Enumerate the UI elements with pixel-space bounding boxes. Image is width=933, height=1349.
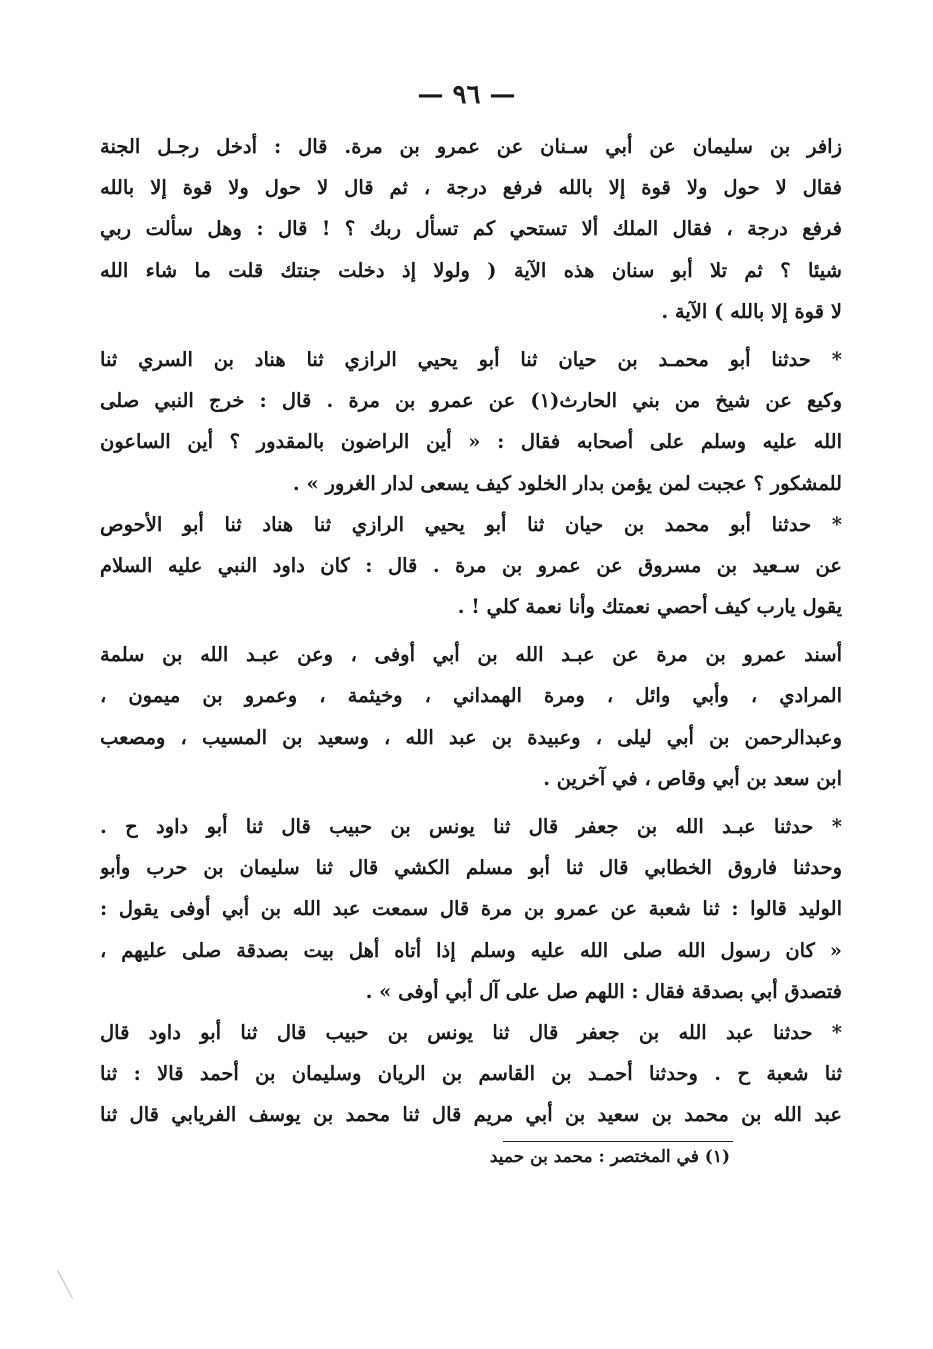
text-line: الله عليه وسلم على أصحابه فقال : « أين الراضون بالمقدور ؟ أين الساعون (100, 430, 842, 454)
body-text (100, 126, 842, 1136)
scan-mark (57, 1270, 73, 1299)
text-line: فتصدق أبي بصدقة فقال : اللهم صل على آل أبي أوفى » . (365, 979, 842, 1003)
text-line: « كان رسول الله صلى الله عليه وسلم إذا أتاه أهل بيت بصدقة صلى عليهم ، (100, 938, 842, 962)
footnote: (١) في المختصر : محمد بن حميد (489, 1147, 730, 1167)
text-line: فقال لا حول ولا قوة إلا بالله فرفع درجة ، ثم قال لا حول ولا قوة إلا بالله (100, 176, 842, 200)
text-line: الوليد قالوا : ثنا شعبة عن عمرو بن مرة قال سمعت عبد الله بن أبي أوفى يقول : (100, 897, 842, 921)
text-line: وكيع عن شيخ من بني الحارث(١) عن عمرو بن مرة . قال : خرج النبي صلى (100, 389, 842, 413)
text-line: وعبدالرحمن بن أبي ليلى ، وعبيدة بن عبد الله ، وسعيد بن المسيب ، ومصعب (100, 725, 842, 749)
paragraph-gap (100, 332, 842, 339)
text-line: ثنا شعبة ح . وحدثنا أحمـد بن القاسم بن الريان وسليمان بن أحمد قالا : ثنا (100, 1062, 842, 1086)
text-line: للمشكور ؟ عجبت لمن يؤمن بدار الخلود كيف يسعى لدار الغرور » . (292, 471, 842, 495)
paragraph-gap (100, 627, 842, 634)
text-line: وحدثنا فاروق الخطابي قال ثنا أبو مسلم الكشي قال ثنا سليمان بن حرب وأبو (100, 856, 842, 880)
text-line: زافر بن سليمان عن أبي سـنان عن عمرو بن مرة. قال : أدخل رجـل الجنة (100, 135, 842, 158)
page-number: — ٩٦ — (417, 80, 516, 110)
text-line: * حدثنا أبو محمـد بن حيان ثنا أبو يحيي الرازي ثنا هناد بن السري ثنا (100, 347, 842, 371)
text-line: يقول يارب كيف أحصي نعمتك وأنا نعمة كلي ! . (457, 595, 842, 619)
text-line: لا قوة إلا بالله ) الآية . (661, 299, 842, 323)
text-line: ابن سعد بن أبي وقاص ، في آخرين . (543, 766, 842, 790)
text-line: * حدثنا عبـد الله بن جعفر قال ثنا يونس بن حبيب قال ثنا أبو داود ح . (100, 815, 842, 838)
text-line: المرادي ، وأبي وائل ، ومرة الهمداني ، وخيثمة ، وعمرو بن ميمون ، (100, 684, 842, 708)
text-line: فرفع درجة ، فقال الملك ألا تستحي كم تسأل ربك ؟ ! قال : وهل سألت ربي (100, 217, 842, 241)
text-line: أسند عمرو بن مرة عن عبـد الله بن أبي أوفى ، وعن عبـد الله بن سلمة (100, 643, 842, 667)
text-line: شيئا ؟ ثم تلا أبو سنان هذه الآية ( ولولا إذ دخلت جنتك قلت ما شاء الله (100, 258, 842, 282)
text-line: عبد الله بن محمد بن سعيد بن أبي مريم قال ثنا محمد بن يوسف الفريابي قال ثنا (100, 1103, 842, 1127)
text-line: * حدثنا أبو محمد بن حيان ثنا أبو يحيي الرازي ثنا هناد ثنا أبو الأحوص (100, 512, 842, 536)
paragraph-gap (100, 799, 842, 806)
text-line: * حدثنا عبد الله بن جعفر قال ثنا يونس بن حبيب قال ثنا أبو داود قال (100, 1020, 842, 1044)
text-line: عن سـعيد بن مسروق عن عمرو بن مرة . قال : كان داود النبي عليه السلام (100, 553, 842, 577)
